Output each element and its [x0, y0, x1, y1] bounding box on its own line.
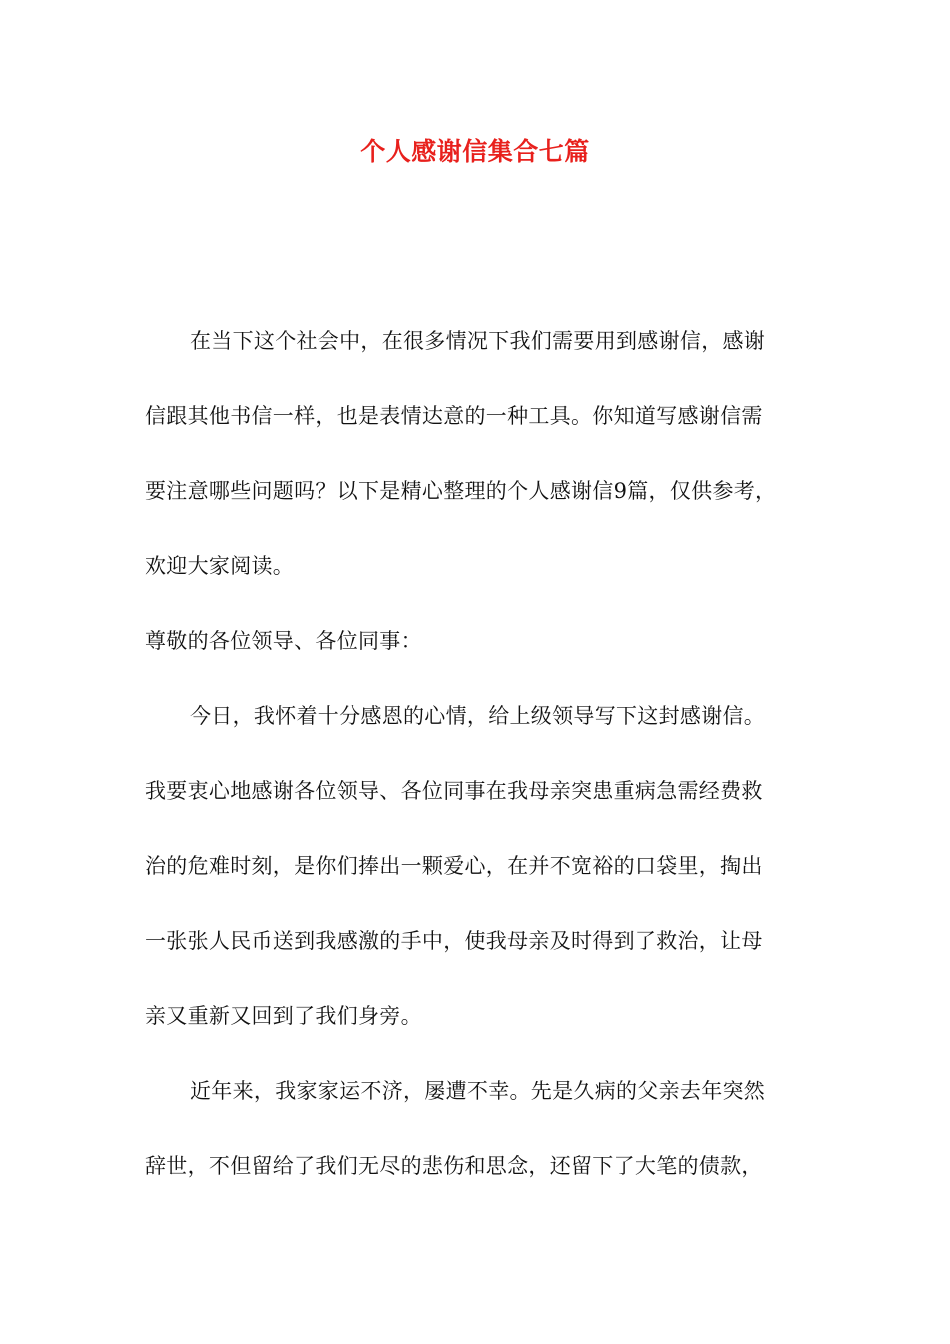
paragraph-line: 要注意哪些问题吗？以下是精心整理的个人感谢信9篇，仅供参考，: [145, 479, 777, 503]
paragraph-line: 一张张人民币送到我感激的手中，使我母亲及时得到了救治，让母: [145, 929, 763, 953]
paragraph-line: 在当下这个社会中，在很多情况下我们需要用到感谢信，感谢: [190, 329, 766, 353]
paragraph-line: 近年来，我家家运不济，屡遭不幸。先是久病的父亲去年突然: [190, 1079, 766, 1103]
document-title: 个人感谢信集合七篇: [360, 137, 590, 166]
paragraph-line: 欢迎大家阅读。: [145, 554, 295, 578]
paragraph-line: 今日，我怀着十分感恩的心情，给上级领导写下这封感谢信。: [190, 704, 766, 728]
salutation-line: 尊敬的各位领导、各位同事：: [145, 629, 422, 653]
paragraph-line: 信跟其他书信一样，也是表情达意的一种工具。你知道写感谢信需: [145, 404, 763, 428]
paragraph-line: 亲又重新又回到了我们身旁。: [145, 1004, 422, 1028]
paragraph-line: 我要衷心地感谢各位领导、各位同事在我母亲突患重病急需经费救: [145, 779, 763, 803]
paragraph-line: 辞世，不但留给了我们无尽的悲伤和思念，还留下了大笔的债款，: [145, 1154, 763, 1178]
paragraph-line: 治的危难时刻，是你们捧出一颗爱心，在并不宽裕的口袋里，掏出: [145, 854, 763, 878]
